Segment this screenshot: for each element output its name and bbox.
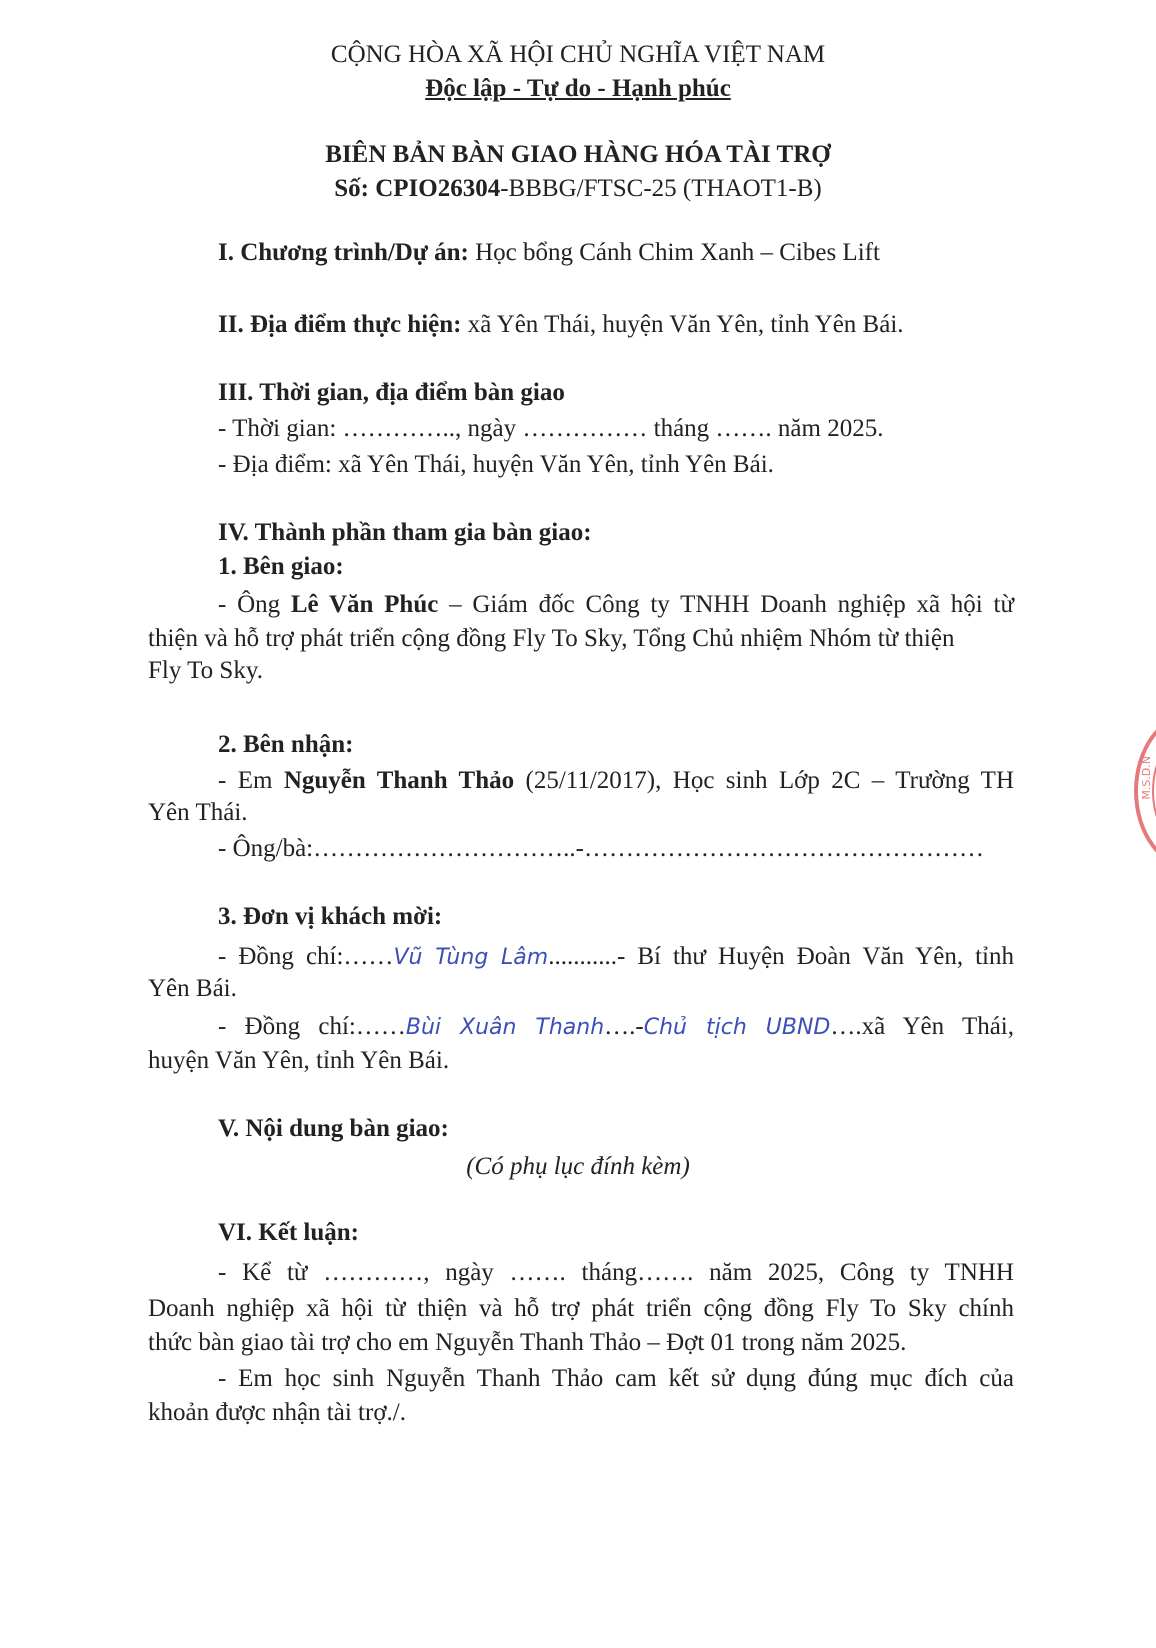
section-conclusion-heading: VI. Kết luận: xyxy=(218,1219,359,1246)
receiver-name: Nguyễn Thanh Thảo xyxy=(283,767,515,794)
receiver-line-2: Yên Thái. xyxy=(148,799,248,826)
receiver-info: (25/11/2017), Học sinh Lớp 2C – Trường TH xyxy=(514,767,1014,794)
giver-heading: 1. Bên giao: xyxy=(218,553,344,580)
giver-title: – Giám đốc Công ty TNHH Doanh nghiệp xã hội từ xyxy=(438,591,1014,618)
location-label: II. Địa điểm thực hiện: xyxy=(218,311,462,338)
giver-name: Lê Văn Phúc xyxy=(290,591,439,618)
giver-line-3: Fly To Sky. xyxy=(148,657,263,684)
guest2-line-1 xyxy=(218,1012,1014,1043)
guest1-line-1 xyxy=(218,942,1014,973)
motto: Độc lập - Tự do - Hạnh phúc xyxy=(425,75,731,102)
handover-time: - Thời gian: ………….., ngày …………… tháng ……. năm 2025. xyxy=(218,415,884,442)
conclusion-p1-line-2: Doanh nghiệp xã hội từ thiện và hỗ trợ phát triển cộng đồng Fly To Sky chính xyxy=(148,1295,1014,1322)
guest2-handwritten-title: Chủ tịch UBND xyxy=(643,1015,831,1040)
nation-header: CỘNG HÒA XÃ HỘI CHỦ NGHĨA VIỆT NAM xyxy=(330,41,826,68)
conclusion-p1-line-1: - Kể từ …………, ngày ……. tháng……. năm 2025, Công ty TNHH xyxy=(218,1259,1014,1286)
receiver-line-1 xyxy=(218,766,1014,796)
program-label: I. Chương trình/Dự án: xyxy=(218,239,469,266)
guest2-line-2: huyện Văn Yên, tỉnh Yên Bái. xyxy=(148,1047,450,1074)
receiver-prefix: - Em xyxy=(218,767,284,794)
guest1-handwritten-name: Vũ Tùng Lâm xyxy=(393,945,549,970)
giver-prefix: - Ông xyxy=(218,591,291,618)
guest1-line-2: Yên Bái. xyxy=(148,975,237,1002)
giver-line-2: thiện và hỗ trợ phát triển cộng đồng Fly To Sky, Tổng Chủ nhiệm Nhóm từ thiện xyxy=(148,625,955,652)
handover-place: - Địa điểm: xã Yên Thái, huyện Văn Yên, tỉnh Yên Bái. xyxy=(218,451,774,478)
section-time-heading: III. Thời gian, địa điểm bàn giao xyxy=(218,379,565,406)
guest2-prefix: - Đồng chí:…… xyxy=(218,1013,406,1040)
receiver-heading: 2. Bên nhận: xyxy=(218,731,354,758)
guest1-prefix: - Đồng chí:…… xyxy=(218,943,394,970)
number-code: CPIO26304 xyxy=(375,175,501,202)
giver-line-1 xyxy=(218,590,1014,620)
conclusion-p1-line-3: thức bàn giao tài trợ cho em Nguyễn Thanh Thảo – Đợt 01 trong năm 2025. xyxy=(148,1329,907,1356)
guest2-location: ….xã Yên Thái, xyxy=(830,1013,1015,1040)
document-number xyxy=(0,174,1156,204)
document-title: BIÊN BẢN BÀN GIAO HÀNG HÓA TÀI TRỢ xyxy=(325,141,831,168)
number-label: Số: xyxy=(334,175,369,202)
guests-heading: 3. Đơn vị khách mời: xyxy=(218,903,443,930)
stamp-text: M.S.D.N xyxy=(1140,756,1153,800)
section-location xyxy=(218,310,904,340)
section-program xyxy=(218,238,880,268)
location-value: xã Yên Thái, huyện Văn Yên, tỉnh Yên Bái. xyxy=(467,311,904,338)
conclusion-p2-line-1: - Em học sinh Nguyễn Thanh Thảo cam kết sử dụng đúng mục đích của xyxy=(218,1365,1014,1392)
appendix-note: (Có phụ lục đính kèm) xyxy=(466,1153,690,1180)
program-value: Học bổng Cánh Chim Xanh – Cibes Lift xyxy=(475,239,880,266)
conclusion-p2-line-2: khoản được nhận tài trợ./. xyxy=(148,1399,406,1426)
guardian-line: - Ông/bà:…………………………..-………………………………………… xyxy=(218,835,984,862)
section-content-heading: V. Nội dung bàn giao: xyxy=(218,1115,449,1142)
guest1-title: ...........- Bí thư Huyện Đoàn Văn Yên, tỉnh xyxy=(548,943,1014,970)
section-participants-heading: IV. Thành phần tham gia bàn giao: xyxy=(218,519,592,546)
guest2-separator: ….- xyxy=(604,1013,644,1040)
guest2-handwritten-name: Bùi Xuân Thanh xyxy=(405,1015,605,1040)
number-suffix: -BBBG/FTSC-25 (THAOT1-B) xyxy=(500,175,822,202)
